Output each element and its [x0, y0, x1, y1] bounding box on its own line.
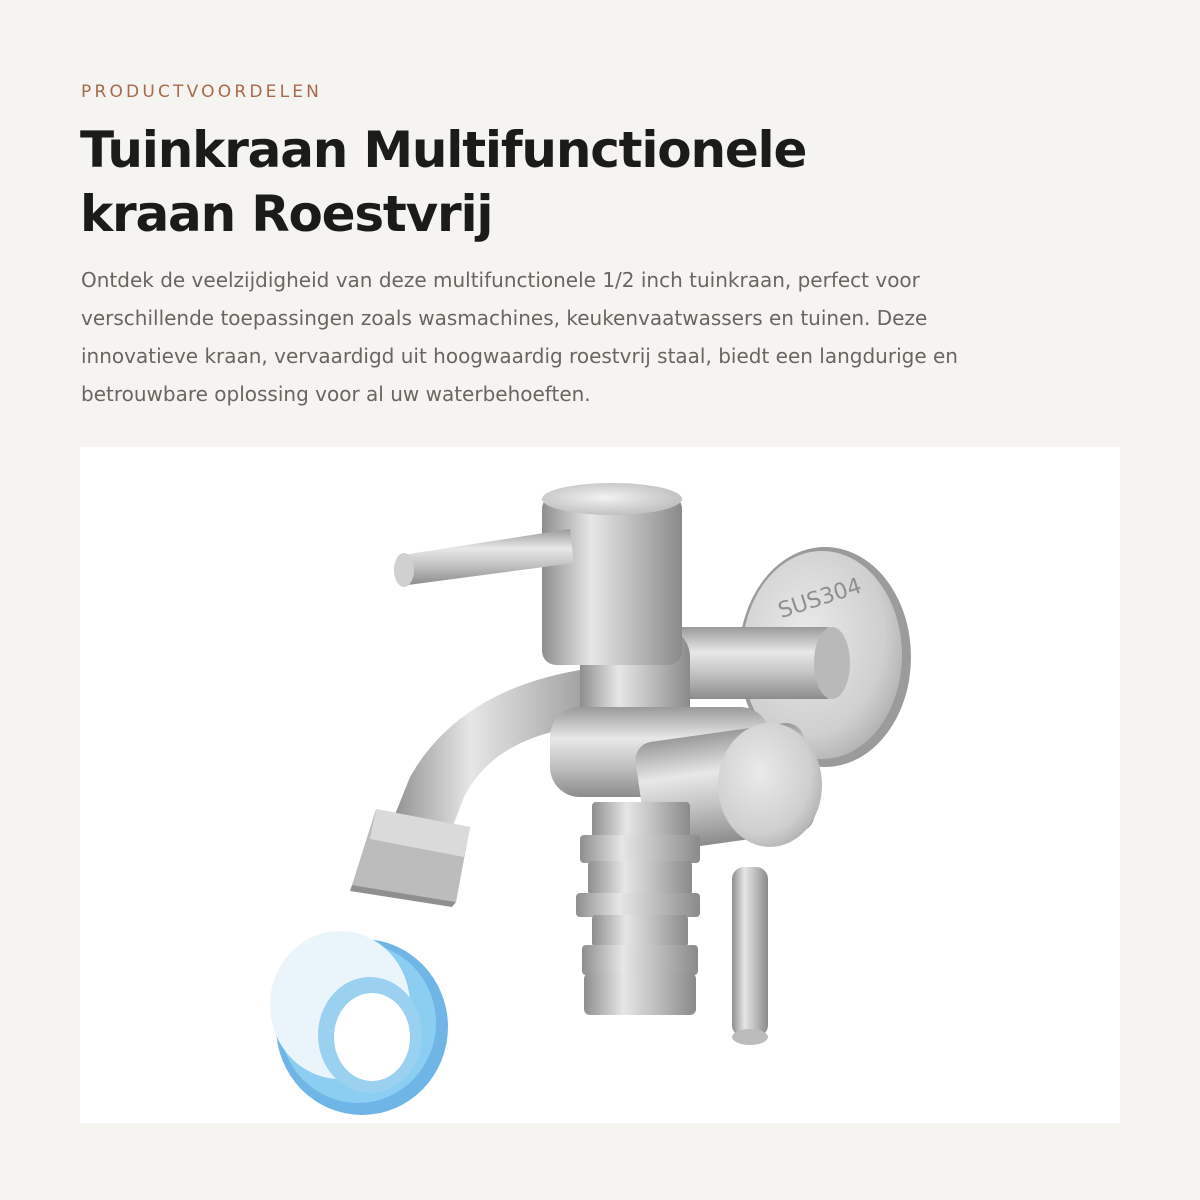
product-image-panel: [80, 447, 1120, 1123]
product-description: [81, 261, 1121, 413]
eyebrow-label: PRODUCTVOORDELEN: [81, 82, 323, 102]
side-lever-handle: [732, 867, 768, 1045]
hose-connector: [576, 802, 700, 1015]
faucet-illustration: [80, 447, 1120, 1123]
inlet-pipe: [670, 627, 850, 699]
title-line-2: kraan Roestvrij: [80, 185, 493, 243]
ptfe-tape-roll: [270, 931, 448, 1115]
description-line-2: verschillende toepassingen zoals wasmachines, keukenvaatwassers en tuinen. Deze: [81, 306, 928, 330]
description-line-3: innovatieve kraan, vervaardigd uit hoogwaardig roestvrij staal, biedt een langdurige en: [81, 344, 958, 368]
description-line-4: betrouwbare oplossing voor al uw waterbehoeften.: [81, 382, 591, 406]
flange-stamp-text: SUS304: [775, 573, 865, 624]
title-line-1: Tuinkraan Multifunctionele: [80, 121, 807, 179]
top-valve-stem: [542, 483, 682, 665]
description-line-1: Ontdek de veelzijdigheid van deze multifunctionele 1/2 inch tuinkraan, perfect voor: [81, 268, 920, 292]
page-title: [80, 118, 980, 246]
